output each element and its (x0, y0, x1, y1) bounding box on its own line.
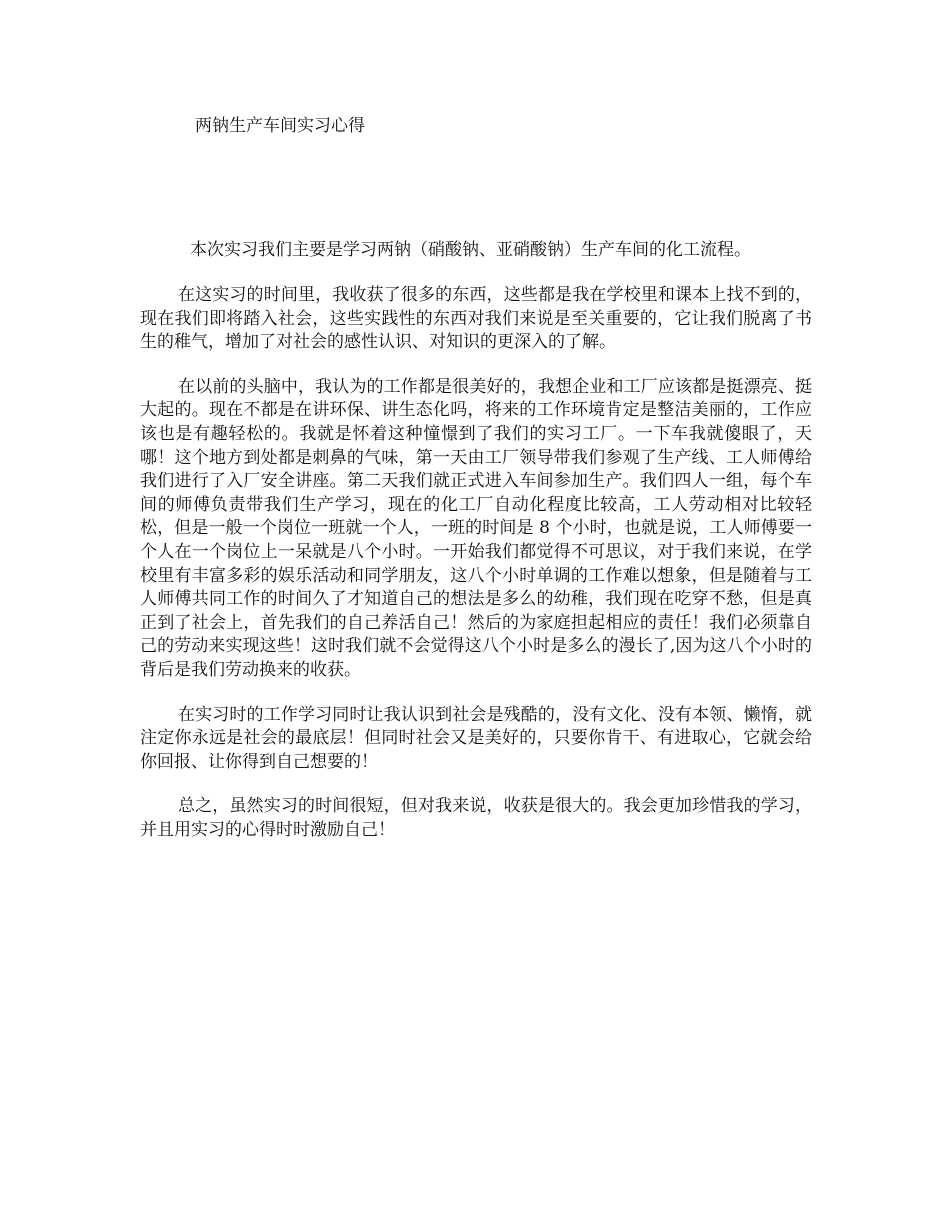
intro-paragraph: 本次实习我们主要是学习两钠（硝酸钠、亚硝酸钠）生产车间的化工流程。 (190, 240, 751, 260)
paragraph-gains: 在这实习的时间里，我收获了很多的东西，这些都是我在学校里和课本上找不到的，现在我们即将踏入社会，这些实践性的东西对我们来说是至关重要的，它让我们脱离了书生的稚气，增加了对社会的感性认识、对知识的更深入的了解。 (140, 285, 812, 353)
document-title: 两钠生产车间实习心得 (195, 116, 365, 136)
paragraph-experience: 在以前的头脑中，我认为的工作都是很美好的，我想企业和工厂应该都是挺漂亮、挺大起的。现在不都是在讲环保、讲生态化吗，将来的工作环境肯定是整洁美丽的，工作应该也是有趣轻松的。我就是怀着这种憧憬到了我们的实习工厂。一下车我就傻眼了，天哪！这个地方到处都是刺鼻的气味，第一天由工厂领导带我们参观了生产线、工人师傅给我们进行了入厂安全讲座。第二天我们就正式进入车间参加生产。我们四人一组，每个车间的师傅负责带我们生产学习，现在的化工厂自动化程度比较高，工人劳动相对比较轻松，但是一般一个岗位一班就一个人，一班的时间是 8 个小时，也就是说，工人师傅要一个人在一个岗位上一呆就是八个小时。一开始我们都觉得不可思议，对于我们来说，在学校里有丰富多彩的娱乐活动和同学朋友，这八个小时单调的工作难以想象，但是随着与工人师傅共同工作的时间久了才知道自己的想法是多么的幼稚，我们现在吃穿不愁，但是真正到了社会上，首先我们的自己养活自己！然后的为家庭担起相应的责任！我们必须靠自己的劳动来实现这些！这时我们就不会觉得这八个小时是多么的漫长了,因为这八个小时的背后是我们劳动换来的收获。 (140, 376, 812, 680)
paragraph-conclusion: 总之，虽然实习的时间很短，但对我来说，收获是很大的。我会更加珍惜我的学习，并且用实习的心得时时激励自己！ (140, 796, 812, 840)
document-body (140, 284, 812, 863)
paragraph-society: 在实习时的工作学习同时让我认识到社会是残酷的，没有文化、没有本领、懒惰，就注定你永远是社会的最底层！但同时社会又是美好的，只要你肯干、有进取心，它就会给你回报、让你得到自己想要的！ (140, 704, 812, 772)
